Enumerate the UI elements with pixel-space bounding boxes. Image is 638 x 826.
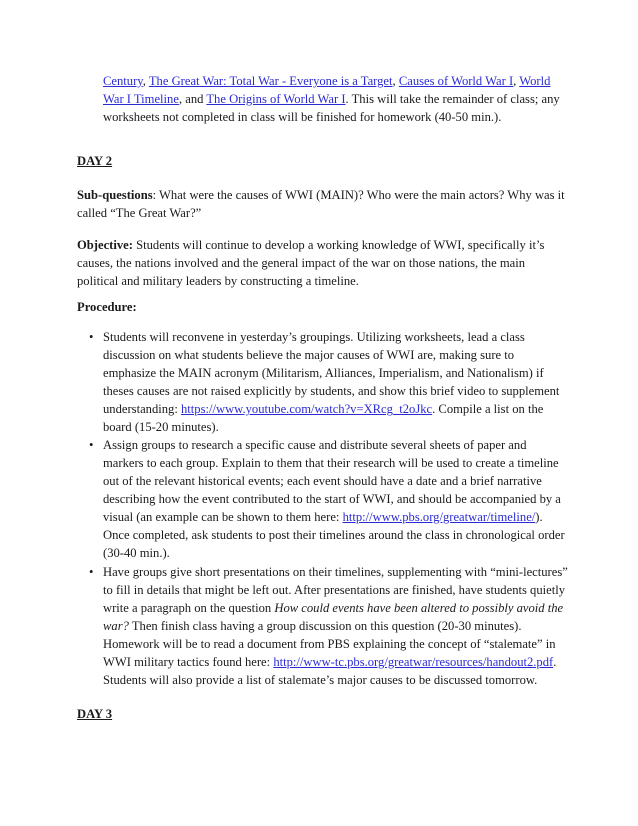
procedure-heading: Procedure: <box>77 300 137 314</box>
day2-heading: DAY 2 <box>77 154 113 168</box>
bullet-icon: • <box>89 330 94 344</box>
link-causes-of-wwi[interactable]: Causes of World War I <box>398 74 514 88</box>
procedure-step-3: • Have groups give short presentations on their timelines, supplementing with “mini-lectures” to fill in details that might be left out. After presentations are finished, have students quietly write a paragraph on the question How could events have been altered to possibly avoid the war? Then finish class having a group discussion on this question (20-30 minutes). Homework will be to read a document from PBS explaining the concept of “stalemate” in WWI military tactics found here: http://www-tc.pbs.org/greatwar/resources/handout2.pdf. Students will also provide a list of stalemate’s major causes to be discussed tomorrow. <box>89 565 568 687</box>
intro-paragraph: Century, The Great War: Total War - Everyone is a Target, Causes of World War I, World War I Timeline, and The Origins of World War I. This will take the remainder of class; any worksheets not completed in class will be finished for homework (40-50 min.). <box>103 74 560 124</box>
subquestions-paragraph <box>77 186 567 222</box>
objective-text: Students will continue to develop a working knowledge of WWI, specifically it’s causes, the nations involved and the general impact of the war on those nations, the main political and military leaders by constructing a timeline. <box>77 238 545 288</box>
bullet-icon: • <box>89 565 94 579</box>
link-youtube-video[interactable]: https://www.youtube.com/watch?v=XRcg_t2oJkc <box>181 402 433 416</box>
link-pbs-handout[interactable]: http://www-tc.pbs.org/greatwar/resources/handout2.pdf <box>273 655 554 669</box>
intro-continuation <box>103 72 573 126</box>
objective-label: Objective: <box>77 238 133 252</box>
link-century[interactable]: Century <box>103 74 143 88</box>
procedure-step-1: • Students will reconvene in yesterday’s groupings. Utilizing worksheets, lead a class discussion on what students believe the major causes of WWI are, making sure to emphasize the MAIN acronym (Militarism, Alliances, Imperialism, and Nationalism) if theses causes are not raised explicitly by students, and show this brief video to supplement understanding: https://www.youtube.com/watch?v=XRcg_t2oJkc. Compile a list on the board (15-20 minutes). <box>89 330 560 434</box>
day3-heading: DAY 3 <box>77 707 113 721</box>
subquestions-text: : What were the causes of WWI (MAIN)? Who were the main actors? Why was it called “The Great War?” <box>77 188 565 220</box>
link-great-war-total-war[interactable]: The Great War: Total War - Everyone is a Target <box>148 74 393 88</box>
procedure-step-2: • Assign groups to research a specific cause and distribute several sheets of paper and markers to each group. Explain to them that their research will be used to create a timeline out of the relevant historical events; each event should have a date and a brief narrative describing how the event contributed to the start of WWI, and should be accompanied by a visual (an example can be shown to them here: http://www.pbs.org/greatwar/timeline/). Once completed, ask students to post their timelines around the class in chronological order (30-40 min.). <box>89 438 565 560</box>
subquestions-label: Sub-questions <box>77 188 153 202</box>
link-wwi-timeline[interactable]: World War I Timeline <box>103 74 551 106</box>
link-pbs-timeline[interactable]: http://www.pbs.org/greatwar/timeline/ <box>342 510 536 524</box>
discussion-question: How could events have been altered to possibly avoid the war? <box>103 601 564 633</box>
bullet-icon: • <box>89 438 94 452</box>
link-origins-of-wwi[interactable]: The Origins of World War I <box>206 92 346 106</box>
objective-paragraph <box>77 236 567 290</box>
